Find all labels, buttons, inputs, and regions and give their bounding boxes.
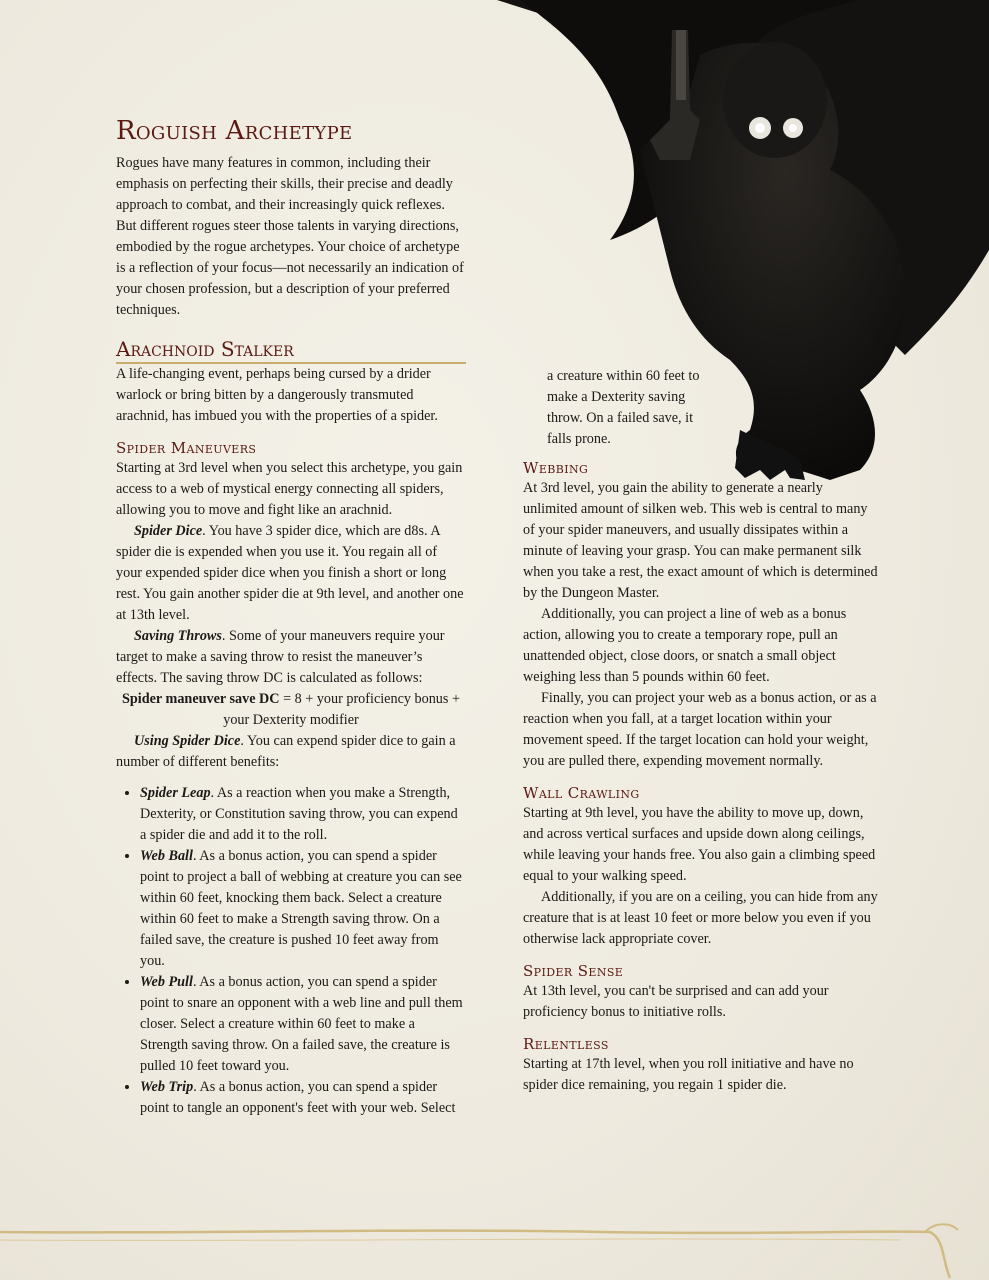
- maneuver-text: . As a bonus action, you can spend a spider point to snare an opponent with a web line and pull them closer. Select a creature within 60 feet to make a Strength saving throw. On a failed save, the creature is pulled 10 feet toward you.: [140, 974, 463, 1074]
- saving-throws-text: . Some of your maneuvers require your target to make a saving throw to resist the maneuver’s effects. The saving throw DC is calculated as follows:: [116, 628, 445, 686]
- relentless-heading: Relentless: [523, 1035, 609, 1053]
- spider-dice-label: Spider Dice: [134, 523, 203, 539]
- intro-paragraph: Rogues have many features in common, including their emphasis on perfecting their skills, their precise and deadly approach to combat, and their increasingly quick reflexes. But different rogues steer those talents in varying directions, embodied by the rogue archetypes. Your choice of archetype is a reflection of your focus—not necessarily an indication of your chosen profession, but a description of your preferred techniques.: [116, 155, 464, 318]
- saving-throws-label: Saving Throws: [134, 628, 222, 644]
- maneuver-name: Web Trip: [140, 1079, 194, 1095]
- saving-throws-paragraph: [116, 626, 466, 689]
- archetype-intro: A life-changing event, perhaps being cursed by a drider warlock or bring bitten by a dangerously transmuted arachnid, has imbued you with the properties of a spider.: [116, 366, 438, 424]
- webbing-p1: At 3rd level, you gain the ability to generate a nearly unlimited amount of silken web. This web is central to many of your spider maneuvers, and usually dissipates within a minute of leaving your grasp. You can make permanent silk when you take a rest, the exact amount of which is determined by the Dungeon Master.: [523, 480, 878, 601]
- spider-maneuvers-text: Starting at 3rd level when you select this archetype, you gain access to a web of mystical energy connecting all spiders, allowing you to move and fight like an arachnid.: [116, 460, 463, 518]
- maneuver-list: [116, 783, 466, 1119]
- formula-label: Spider maneuver save DC: [122, 691, 280, 707]
- maneuver-name: Spider Leap: [140, 785, 211, 801]
- maneuver-text: . As a reaction when you make a Strength, Dexterity, or Constitution saving throw, you can expend a spider die and add it to the roll.: [140, 785, 458, 843]
- relentless-p1: Starting at 17th level, when you roll initiative and have no spider dice remaining, you regain 1 spider die.: [523, 1056, 854, 1093]
- webbing-p2: Additionally, you can project a line of web as a bonus action, allowing you to create a temporary rope, pull an unattended object, close doors, or snatch a small object weighing less than 5 pounds within 60 feet.: [523, 606, 847, 685]
- webbing-heading: Webbing: [523, 459, 589, 477]
- list-item: [140, 1077, 466, 1119]
- webbing-p3: Finally, you can project your web as a bonus action, or as a reaction when you fall, at a target location within your movement speed. If the target location can hold your weight, you are pulled there, expending movement normally.: [523, 690, 877, 769]
- spider-dice-paragraph: [116, 521, 466, 626]
- save-dc-formula: [116, 689, 466, 731]
- spider-dice-text: . You have 3 spider dice, which are d8s. A spider die is expended when you use it. You regain all of your expended spider dice when you finish a short or long rest. You gain another spider die at 9th level, and another one at 13th level.: [116, 523, 464, 623]
- wall-crawling-p2: Additionally, if you are on a ceiling, you can hide from any creature that is at least 10 feet or more below you even if you otherwise lack appropriate cover.: [523, 889, 878, 947]
- wall-crawling-p1: Starting at 9th level, you have the ability to move up, down, and across vertical surfaces and upside down along ceilings, while leaving your hands free. You also gain a climbing speed equal to your walking speed.: [523, 805, 876, 884]
- spider-maneuvers-heading: Spider Maneuvers: [116, 439, 257, 457]
- using-dice-text: . You can expend spider dice to gain a number of different benefits:: [116, 733, 456, 770]
- right-column: [523, 459, 878, 1096]
- spider-sense-p1: At 13th level, you can't be surprised and can add your proficiency bonus to initiative rolls.: [523, 983, 829, 1020]
- using-dice-label: Using Spider Dice: [134, 733, 241, 749]
- list-item: [140, 972, 466, 1077]
- list-item: [140, 846, 466, 972]
- maneuver-name: Web Ball: [140, 848, 193, 864]
- wall-crawling-heading: Wall Crawling: [523, 784, 640, 802]
- left-column: [116, 153, 466, 1119]
- formula-text: = 8 + your proficiency bonus + your Dexterity modifier: [223, 691, 460, 728]
- maneuver-text: . As a bonus action, you can spend a spider point to project a ball of webbing at creature you can see within 60 feet, knocking them back. Select a creature within 60 feet to make a Strength saving throw. On a failed save, the creature is pushed 10 feet away from you.: [140, 848, 462, 969]
- spider-sense-heading: Spider Sense: [523, 962, 624, 980]
- using-dice-paragraph: [116, 731, 466, 773]
- web-trip-continued: [547, 366, 712, 450]
- page-title: Roguish Archetype: [116, 116, 353, 146]
- list-item: [140, 783, 466, 846]
- footer-ornament: [0, 1210, 989, 1280]
- archetype-title: Arachnoid Stalker: [116, 337, 466, 364]
- maneuver-text: . As a bonus action, you can spend a spider point to tangle an opponent's feet with your web. Select: [140, 1079, 456, 1116]
- maneuver-name: Web Pull: [140, 974, 193, 990]
- continued-text: a creature within 60 feet to make a Dexterity saving throw. On a failed save, it falls prone.: [547, 368, 700, 447]
